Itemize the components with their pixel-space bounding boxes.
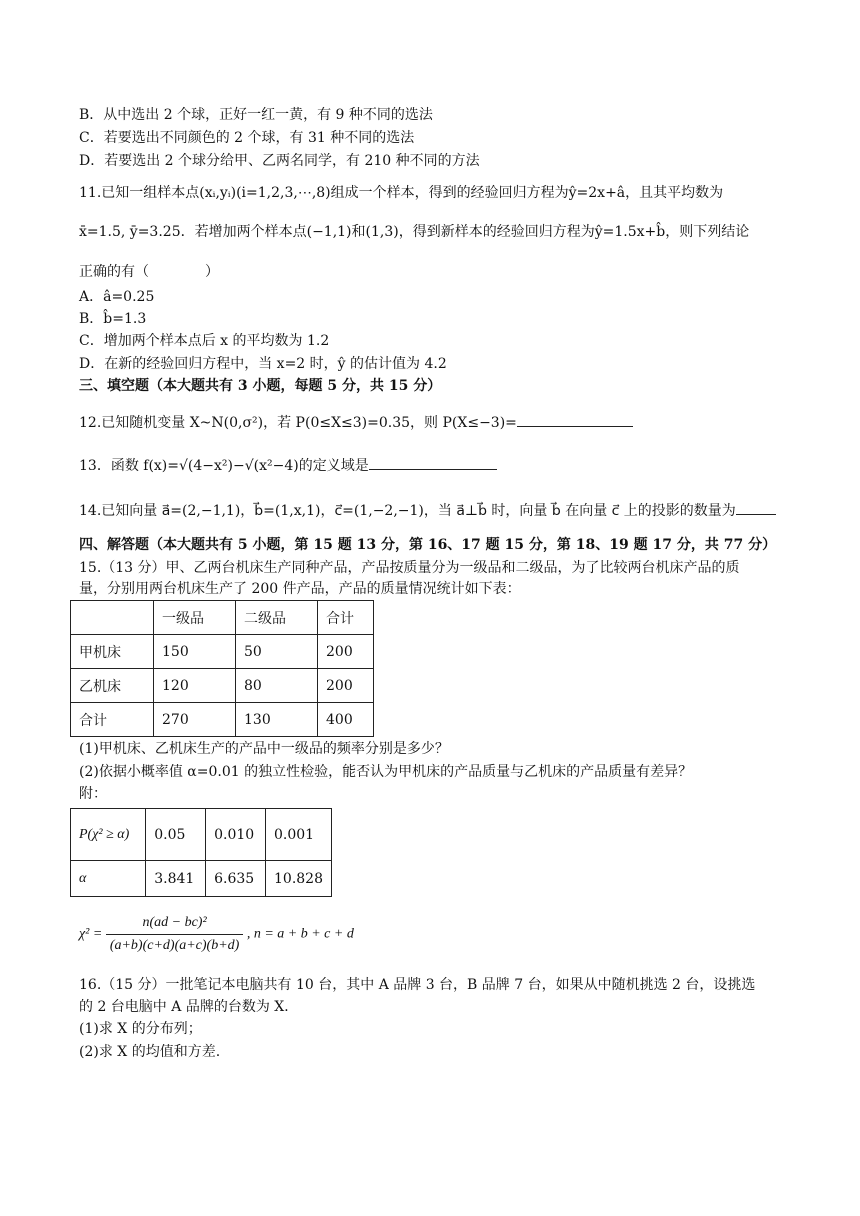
formula-numerator: n(ad − bc)² [106,912,244,935]
q16-sub2: (2)求 X 的均值和方差. [79,1044,221,1060]
q15-appendix-label: 附： [79,786,107,802]
q12-line [79,412,633,433]
table-cell: 130 [236,703,318,737]
table-cell: 合计 [318,601,374,635]
table-cell: 120 [154,669,236,703]
table-row [71,669,374,703]
chi-square-formula [79,912,354,957]
table-cell: 200 [318,635,374,669]
q11-option-d: D．在新的经验回归方程中，当 x=2 时，ŷ 的估计值为 4.2 [79,356,447,372]
table-cell: 50 [236,635,318,669]
q11-stem-line2: x̄=1.5, ȳ=3.25．若增加两个样本点(−1,1)和(1,3)，得到新样本的经验回归方程为ŷ=1.5x+b̂，则下列结论 [79,224,750,240]
q13-line [79,455,497,476]
table-cell: 400 [318,703,374,737]
table-cell: 6.635 [206,861,266,897]
table-row [71,703,374,737]
formula-denominator: (a+b)(c+d)(a+c)(b+d) [109,938,240,953]
table-cell: 80 [236,669,318,703]
q15-sub2: (2)依据小概率值 α=0.01 的独立性检验，能否认为甲机床的产品质量与乙机床的产品质量有差异？ [79,764,693,780]
q15-stem-line1: 15.（13 分）甲、乙两台机床生产同种产品，产品按质量分为一级品和二级品，为了比较两台机床产品的质 [79,560,740,576]
table-row [71,861,332,897]
q16-stem-line2: 的 2 台电脑中 A 品牌的台数为 X． [79,999,299,1015]
table-cell: 3.841 [146,861,206,897]
formula-lhs: χ² = [79,926,103,942]
formula-fraction [106,912,244,957]
q11-option-b: B．b̂=1.3 [79,311,147,327]
table-cell: 乙机床 [71,669,154,703]
table-cell: 合计 [71,703,154,737]
table-cell: 10.828 [266,861,332,897]
q10-option-c: C．若要选出不同颜色的 2 个球，有 31 种不同的选法 [79,130,415,146]
table-cell: 一级品 [154,601,236,635]
q12-text: 12.已知随机变量 X~N(0,σ²)，若 P(0≤X≤3)=0.35，则 P(X≤−3)= [79,415,517,431]
table-cell: 270 [154,703,236,737]
q15-stem-line2: 量，分别用两台机床生产了 200 件产品，产品的质量情况统计如下表： [79,581,521,597]
formula-tail: , n = a + b + c + d [246,926,354,942]
table-cell: 甲机床 [71,635,154,669]
table-cell: 200 [318,669,374,703]
table-row [71,635,374,669]
q10-option-d: D．若要选出 2 个球分给甲、乙两名同学，有 210 种不同的方法 [79,153,480,169]
q13-text: 13．函数 f(x)=√(4−x²)−√(x²−4)的定义域是 [79,458,369,474]
q13-answer-blank [369,455,497,470]
q11-option-a: A．â=0.25 [79,289,155,305]
q15-quality-table [70,600,374,737]
q11-stem-line3: 正确的有（ ） [79,264,219,280]
section-heading-answers: 四、解答题（本大题共有 5 小题，第 15 题 13 分，第 16、17 题 15 分，第 18、19 题 17 分，共 77 分） [79,537,777,553]
table-cell: 150 [154,635,236,669]
table-cell: 0.05 [146,809,206,861]
table-cell: 0.001 [266,809,332,861]
q16-sub1: (1)求 X 的分布列； [79,1021,202,1037]
q16-stem-line1: 16.（15 分）一批笔记本电脑共有 10 台，其中 A 品牌 3 台，B 品牌 7 台，如果从中随机挑选 2 台，设挑选 [79,977,756,993]
q12-answer-blank [517,412,633,427]
table-row [71,809,332,861]
q15-critical-value-table [70,808,332,897]
q10-option-b: B．从中选出 2 个球，正好一红一黄，有 9 种不同的选法 [79,107,433,123]
q15-sub1: (1)甲机床、乙机床生产的产品中一级品的频率分别是多少？ [79,741,449,757]
q14-answer-blank [736,500,776,515]
table-cell: 二级品 [236,601,318,635]
table-cell: α [71,861,146,897]
table-row [71,601,374,635]
table-cell [71,601,154,635]
q11-stem-line1: 11.已知一组样本点(xᵢ,yᵢ)(i=1,2,3,⋯,8)组成一个样本，得到的经验回归方程为ŷ=2x+â，且其平均数为 [79,185,724,201]
table-cell: P(χ² ≥ α) [71,809,146,861]
section-heading-fill-in: 三、填空题（本大题共有 3 小题，每题 5 分，共 15 分） [79,378,442,394]
table-cell: 0.010 [206,809,266,861]
q11-option-c: C．增加两个样本点后 x 的平均数为 1.2 [79,333,330,349]
q14-text: 14.已知向量 a⃗=(2,−1,1)，b⃗=(1,x,1)，c⃗=(1,−2,−1)，当 a⃗⊥b⃗ 时，向量 b⃗ 在向量 c⃗ 上的投影的数量为 [79,503,736,519]
q14-line [79,500,776,521]
